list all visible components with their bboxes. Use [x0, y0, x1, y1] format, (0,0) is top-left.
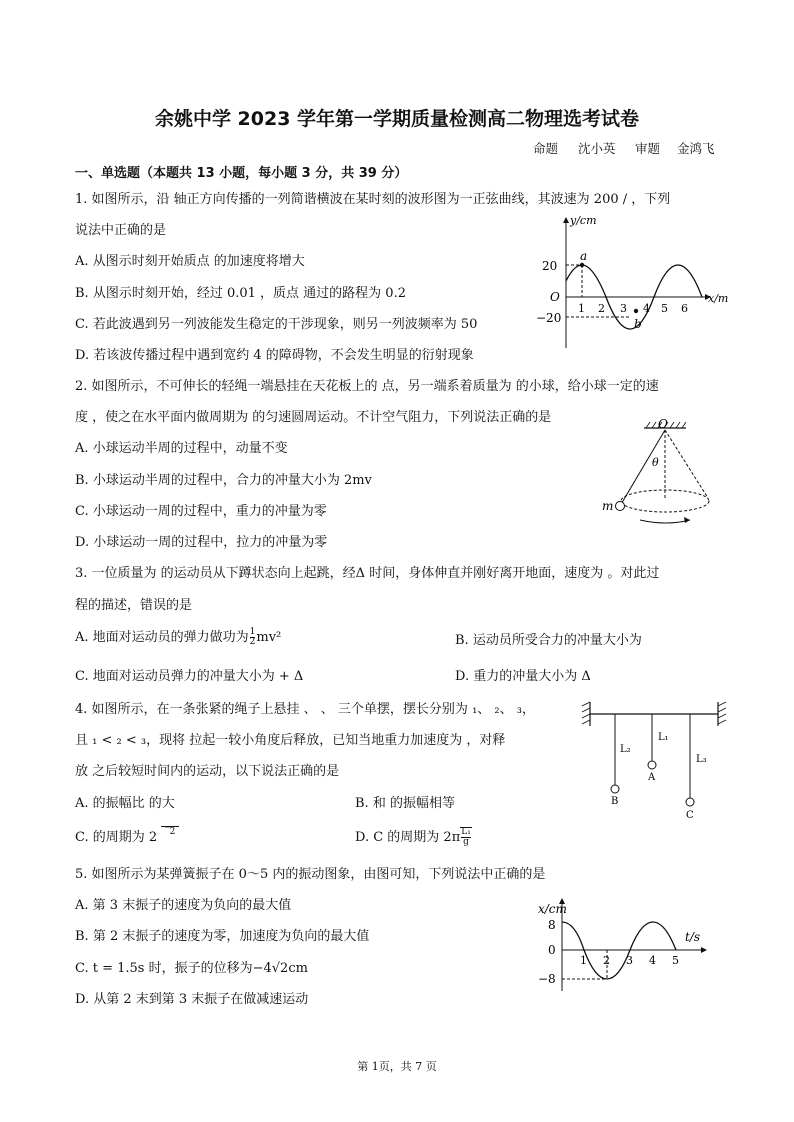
- q3-option-a-text: A. 地面对运动员的弹力做功为: [75, 630, 249, 645]
- svg-text:1: 1: [580, 954, 587, 967]
- q1-stem-line1: 1. 如图所示，沿 轴正方向传播的一列简谐横波在某时刻的波形图为一正弦曲线，其波速为 200 / ，下列: [75, 192, 671, 207]
- q4-option-a: A. 的振幅比 的大: [75, 796, 175, 811]
- q5-ytick-top: 8: [548, 918, 556, 932]
- svg-text:2: 2: [598, 302, 605, 315]
- q5-option-a: A. 第 3 末振子的速度为负向的最大值: [75, 898, 292, 913]
- q4-option-d: [355, 826, 472, 847]
- q5-ylabel: x/cm: [538, 902, 567, 916]
- q4-label-a: A: [648, 772, 656, 783]
- q4-pendulum-figure: [572, 698, 732, 828]
- q4-option-c-text: C. 的周期为 2: [75, 830, 158, 845]
- q4-option-b: B. 和 的振幅相等: [355, 796, 455, 811]
- q4-stem-line2: 且 ₁ < ₂ < ₃，现将 拉起一较小角度后释放，已知当地重力加速度为 ，对释: [75, 733, 506, 748]
- q5-option-c: C. t = 1.5s 时，振子的位移为−4√2cm: [75, 961, 308, 976]
- svg-text:1: 1: [578, 302, 585, 315]
- q1-option-a: A. 从图示时刻开始质点 的加速度将增大: [75, 254, 305, 269]
- q1-ytick-top: 20: [542, 259, 558, 273]
- q5-ytick-zero: 0: [548, 943, 556, 957]
- q1-xlabel: x/m: [708, 292, 729, 305]
- q1-point-a: a: [580, 249, 588, 263]
- svg-text:5: 5: [661, 302, 668, 315]
- q2-conical-pendulum-figure: [596, 418, 726, 530]
- q1-stem-line2: 说法中正确的是: [75, 223, 167, 238]
- q1-xticks: [578, 302, 688, 315]
- q1-ytick-bottom: −20: [536, 311, 562, 325]
- q3-stem-line1: 3. 一位质量为 的运动员从下蹲状态向上起跳，经Δ 时间，身体伸直并刚好离开地面，速度为 。对此过: [75, 566, 660, 581]
- page-footer: 第 1页，共 7 页: [357, 1060, 437, 1073]
- svg-text:4: 4: [649, 954, 656, 967]
- q3-option-a-expr: mv²: [256, 630, 282, 645]
- svg-text:6: 6: [681, 302, 688, 315]
- svg-text:2: 2: [603, 954, 610, 967]
- q5-option-b: B. 第 2 末振子的速度为零，加速度为负向的最大值: [75, 929, 370, 944]
- q3-option-b: B. 运动员所受合力的冲量大小为: [455, 633, 642, 648]
- q3-option-d: D. 重力的冲量大小为 Δ: [455, 669, 591, 684]
- q4-stem-line1: 4. 如图所示，在一条张紧的绳子上悬挂 、 、 三个单摆，摆长分别为 ₁、 ₂、 ₃，: [75, 702, 535, 717]
- reviewer-label: 审题: [635, 141, 661, 156]
- q4-label-l1: L₁: [658, 732, 669, 743]
- q4-label-c: C: [686, 810, 694, 821]
- q2-label-m: m: [602, 499, 614, 513]
- page-title: 余姚中学 2023 学年第一学期质量检测高二物理选考试卷: [154, 108, 640, 130]
- svg-text:3: 3: [620, 302, 627, 315]
- q4-stem-line3: 放 之后较短时间内的运动，以下说法正确的是: [75, 764, 340, 779]
- q1-option-d: D. 若该波传播过程中遇到宽约 4 的障碍物，不会发生明显的衍射现象: [75, 348, 474, 363]
- reviewer-name: 金鸿飞: [677, 141, 715, 156]
- q2-label-o: O: [658, 418, 668, 431]
- q5-ytick-bottom: −8: [538, 972, 556, 986]
- q5-stem: 5. 如图所示为某弹簧振子在 0～5 内的振动图象，由图可知，下列说法中正确的是: [75, 867, 546, 882]
- q2-option-c: C. 小球运动一周的过程中，重力的冲量为零: [75, 504, 327, 519]
- q3-fraction: $\frac{1}{2}$: [249, 627, 256, 647]
- q2-stem-line2: 度 ，使之在水平面内做周期为 的匀速圆周运动。不计空气阻力，下列说法正确的是: [75, 410, 552, 425]
- q1-option-c: C. 若此波遇到另一列波能发生稳定的干涉现象，则另一列波频率为 50: [75, 317, 478, 332]
- q2-label-theta: θ: [652, 456, 659, 469]
- q4-label-l3: L₃: [696, 754, 707, 765]
- q2-stem-line1: 2. 如图所示，不可伸长的轻绳一端悬挂在天花板上的 点，另一端系着质量为 的小球，给小球一定的速: [75, 379, 659, 394]
- q2-option-b: B. 小球运动半周的过程中，合力的冲量大小为 2mv: [75, 473, 372, 488]
- q5-option-d: D. 从第 2 末到第 3 末振子在做减速运动: [75, 992, 309, 1007]
- svg-text:5: 5: [672, 954, 679, 967]
- q1-ylabel: y/cm: [570, 214, 597, 227]
- q1-point-b: b: [634, 317, 642, 331]
- q5-vibration-figure: [530, 895, 710, 995]
- q3-stem-line2: 程的描述，错误的是: [75, 598, 193, 613]
- svg-text:4: 4: [643, 302, 650, 315]
- q2-option-a: A. 小球运动半周的过程中，动量不变: [75, 441, 288, 456]
- q5-xticks: [580, 954, 679, 967]
- q3-option-a: [75, 626, 281, 647]
- q5-xlabel: t/s: [685, 930, 701, 944]
- q4-option-d-root: $\frac{\text{L₁}}{g}$: [461, 827, 471, 847]
- svg-text:3: 3: [626, 954, 633, 967]
- q1-option-b: B. 从图示时刻开始，经过 0.01 ，质点 通过的路程为 0.2: [75, 286, 406, 301]
- q1-wave-figure: [530, 210, 740, 355]
- q2-option-d: D. 小球运动一周的过程中，拉力的冲量为零: [75, 535, 328, 550]
- q4-option-c: [75, 826, 179, 845]
- q3-option-c: C. 地面对运动员弹力的冲量大小为 + Δ: [75, 669, 304, 684]
- q1-origin: O: [550, 290, 560, 304]
- q4-option-d-text: D. C 的周期为 2π: [355, 830, 461, 845]
- q4-option-c-root: ‾2: [161, 826, 179, 837]
- section-heading: 一、单选题（本题共 13 小题，每小题 3 分，共 39 分）: [75, 166, 408, 181]
- author-label: 命题: [533, 141, 559, 156]
- q4-label-l2: L₂: [620, 744, 631, 755]
- q4-label-b: B: [611, 796, 619, 807]
- author-name: 沈小英: [578, 141, 616, 156]
